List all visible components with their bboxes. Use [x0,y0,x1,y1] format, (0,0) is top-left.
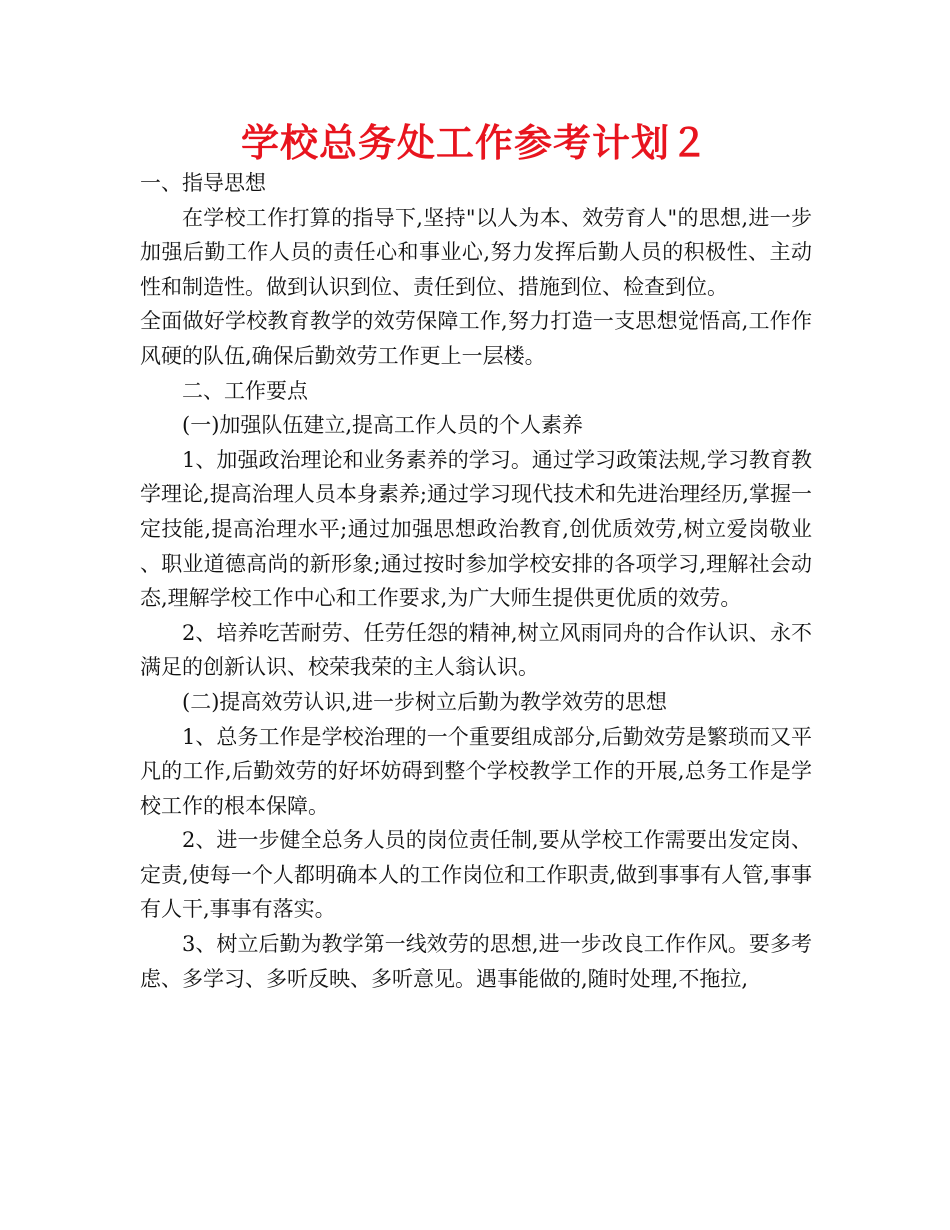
document-body [140,166,812,996]
paragraph-item-3-work-style: 3、树立后勤为教学第一线效劳的思想,进一步改良工作作风。要多考虑、多学习、多听反映、多听意见。遇事能做的,随时处理,不拖拉, [140,932,812,991]
paragraph-guiding-thought: 在学校工作打算的指导下,坚持"以人为本、效劳育人"的思想,进一步加强后勤工作人员的责任心和事业心,努力发挥后勤人员的积极性、主动性和制造性。做到认识到位、责任到位、措施到位、检查到位。 [140,205,812,299]
section-heading-guiding-thought: 一、指导思想 [140,171,266,195]
document-title: 学校总务处工作参考计划２ [240,121,709,165]
paragraph-item-1-general-affairs: 1、总务工作是学校治理的一个重要组成部分,后勤效劳是繁琐而又平凡的工作,后勤效劳的好坏妨碍到整个学校教学工作的开展,总务工作是学校工作的根本保障。 [140,724,812,818]
paragraph-item-2-responsibility: 2、进一步健全总务人员的岗位责任制,要从学校工作需要出发定岗、定责,使每一个人都明确本人的工作岗位和工作职责,做到事事有人管,事事有人干,事事有落实。 [140,828,812,922]
paragraph-guiding-thought-continued: 全面做好学校教育教学的效劳保障工作,努力打造一支思想觉悟高,工作作风硬的队伍,确保后勤效劳工作更上一层楼。 [140,309,812,368]
subheading-team-building: (一)加强队伍建立,提高工作人员的个人素养 [182,413,584,438]
paragraph-item-2-spirit: 2、培养吃苦耐劳、任劳任怨的精神,树立风雨同舟的合作认识、永不满足的创新认识、校荣我荣的主人翁认识。 [140,620,812,680]
paragraph-item-1-study: 1、加强政治理论和业务素养的学习。通过学习政策法规,学习教育教学理论,提高治理人员本身素养;通过学习现代技术和先进治理经历,掌握一定技能,提高治理水平;通过加强思想政治教育,创优质效劳,树立爱岗敬业、职业道德高尚的新形象;通过按时参加学校安排的各项学习,理解社会动态,理解学校工作中心和工作要求,为广大师生提供更优质的效劳。 [140,447,812,611]
section-heading-work-points: 二、工作要点 [182,378,308,403]
subheading-service-awareness: (二)提高效劳认识,进一步树立后勤为教学效劳的思想 [182,689,668,714]
